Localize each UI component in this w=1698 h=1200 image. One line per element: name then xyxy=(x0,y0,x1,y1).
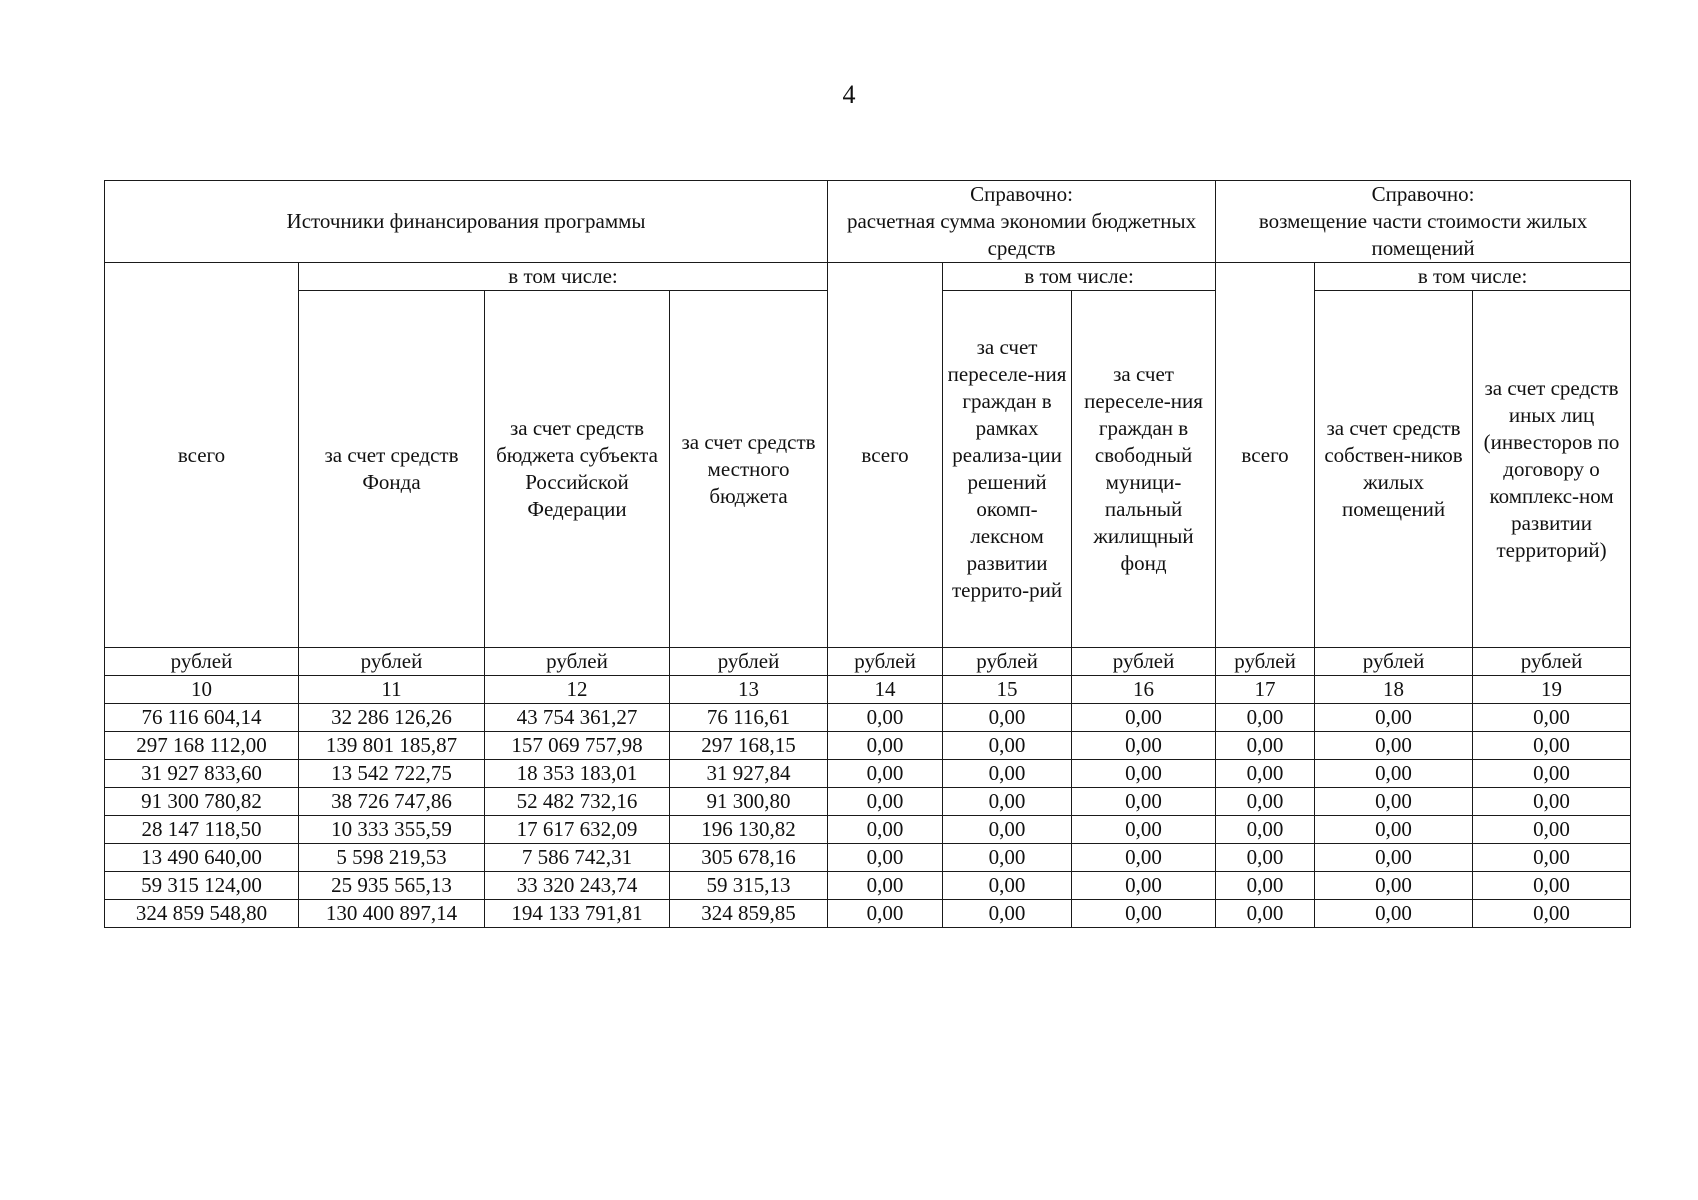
table-cell: 31 927 833,60 xyxy=(105,760,299,788)
column-number: 18 xyxy=(1315,676,1473,704)
unit-cell: рублей xyxy=(943,648,1072,676)
table-cell: 0,00 xyxy=(1072,732,1216,760)
unit-cell: рублей xyxy=(1216,648,1315,676)
table-cell: 59 315,13 xyxy=(670,872,828,900)
table-cell: 139 801 185,87 xyxy=(299,732,485,760)
group-header-funding-sources: Источники финансирования программы xyxy=(105,181,828,263)
column-number: 14 xyxy=(828,676,943,704)
units-row xyxy=(105,648,1631,676)
table-cell: 43 754 361,27 xyxy=(485,704,670,732)
column-header: за счет переселе-ния граждан в свободный муници-пальный жилищный фонд xyxy=(1072,291,1216,648)
subheader-including: в том числе: xyxy=(299,263,828,291)
table-row xyxy=(105,732,1631,760)
table-cell: 0,00 xyxy=(828,760,943,788)
table-cell: 0,00 xyxy=(1216,872,1315,900)
table-cell: 13 542 722,75 xyxy=(299,760,485,788)
table-cell: 17 617 632,09 xyxy=(485,816,670,844)
table-cell: 0,00 xyxy=(943,732,1072,760)
table-cell: 0,00 xyxy=(1216,844,1315,872)
table-cell: 0,00 xyxy=(1216,760,1315,788)
unit-cell: рублей xyxy=(485,648,670,676)
table-cell: 0,00 xyxy=(943,760,1072,788)
table-cell: 76 116 604,14 xyxy=(105,704,299,732)
financing-table xyxy=(104,180,1631,928)
table-cell: 5 598 219,53 xyxy=(299,844,485,872)
table-cell: 0,00 xyxy=(1315,704,1473,732)
unit-cell: рублей xyxy=(828,648,943,676)
table-cell: 0,00 xyxy=(943,844,1072,872)
table-row xyxy=(105,816,1631,844)
table-row xyxy=(105,760,1631,788)
group-header-budget-savings: Справочно: расчетная сумма экономии бюджетных средств xyxy=(828,181,1216,263)
table-cell: 0,00 xyxy=(943,788,1072,816)
table-cell: 0,00 xyxy=(943,872,1072,900)
page-number: 4 xyxy=(842,80,856,109)
table-cell: 33 320 243,74 xyxy=(485,872,670,900)
table-cell: 76 116,61 xyxy=(670,704,828,732)
table-cell: 7 586 742,31 xyxy=(485,844,670,872)
column-number: 15 xyxy=(943,676,1072,704)
table-cell: 91 300,80 xyxy=(670,788,828,816)
column-number: 17 xyxy=(1216,676,1315,704)
table-cell: 0,00 xyxy=(1473,816,1631,844)
column-number: 11 xyxy=(299,676,485,704)
table-cell: 18 353 183,01 xyxy=(485,760,670,788)
table-cell: 0,00 xyxy=(1473,844,1631,872)
subheader-including: в том числе: xyxy=(943,263,1216,291)
table-cell: 194 133 791,81 xyxy=(485,900,670,928)
table-cell: 196 130,82 xyxy=(670,816,828,844)
table-cell: 0,00 xyxy=(1315,788,1473,816)
table-row xyxy=(105,704,1631,732)
table-cell: 0,00 xyxy=(828,900,943,928)
column-number: 16 xyxy=(1072,676,1216,704)
column-header: всего xyxy=(828,263,943,648)
unit-cell: рублей xyxy=(1473,648,1631,676)
table-row xyxy=(105,788,1631,816)
unit-cell: рублей xyxy=(1315,648,1473,676)
subheader-including: в том числе: xyxy=(1315,263,1631,291)
table-cell: 0,00 xyxy=(828,844,943,872)
column-header: за счет средств Фонда xyxy=(299,291,485,648)
table-cell: 32 286 126,26 xyxy=(299,704,485,732)
table-row xyxy=(105,872,1631,900)
table-cell: 297 168,15 xyxy=(670,732,828,760)
column-header: за счет средств бюджета субъекта Российской Федерации xyxy=(485,291,670,648)
unit-cell: рублей xyxy=(299,648,485,676)
table-cell: 0,00 xyxy=(1216,900,1315,928)
table-cell: 13 490 640,00 xyxy=(105,844,299,872)
table-cell: 0,00 xyxy=(1473,872,1631,900)
table-cell: 0,00 xyxy=(1072,704,1216,732)
table-cell: 0,00 xyxy=(1315,872,1473,900)
column-numbers-row xyxy=(105,676,1631,704)
table-cell: 0,00 xyxy=(1072,844,1216,872)
table-cell: 0,00 xyxy=(1072,872,1216,900)
table-cell: 25 935 565,13 xyxy=(299,872,485,900)
table-cell: 0,00 xyxy=(943,900,1072,928)
table-cell: 0,00 xyxy=(1473,900,1631,928)
column-number: 10 xyxy=(105,676,299,704)
table-cell: 38 726 747,86 xyxy=(299,788,485,816)
table-cell: 0,00 xyxy=(828,704,943,732)
table-cell: 324 859,85 xyxy=(670,900,828,928)
column-header: за счет средств собствен-ников жилых помещений xyxy=(1315,291,1473,648)
table-cell: 0,00 xyxy=(1216,816,1315,844)
table-cell: 324 859 548,80 xyxy=(105,900,299,928)
table-cell: 0,00 xyxy=(1072,760,1216,788)
table-cell: 0,00 xyxy=(1072,816,1216,844)
table-cell: 28 147 118,50 xyxy=(105,816,299,844)
table-cell: 0,00 xyxy=(828,816,943,844)
unit-cell: рублей xyxy=(105,648,299,676)
column-number: 13 xyxy=(670,676,828,704)
column-header: всего xyxy=(1216,263,1315,648)
table-cell: 0,00 xyxy=(1072,900,1216,928)
table-cell: 0,00 xyxy=(828,872,943,900)
column-header: всего xyxy=(105,263,299,648)
table-cell: 0,00 xyxy=(1473,760,1631,788)
table-cell: 0,00 xyxy=(1315,732,1473,760)
table-body xyxy=(105,704,1631,928)
table-cell: 0,00 xyxy=(1473,704,1631,732)
table-cell: 0,00 xyxy=(828,788,943,816)
table-cell: 297 168 112,00 xyxy=(105,732,299,760)
table-row xyxy=(105,844,1631,872)
unit-cell: рублей xyxy=(1072,648,1216,676)
table-cell: 31 927,84 xyxy=(670,760,828,788)
table-cell: 59 315 124,00 xyxy=(105,872,299,900)
table-cell: 0,00 xyxy=(1216,732,1315,760)
table-cell: 0,00 xyxy=(1473,732,1631,760)
table-cell: 0,00 xyxy=(828,732,943,760)
table-cell: 130 400 897,14 xyxy=(299,900,485,928)
column-number: 19 xyxy=(1473,676,1631,704)
table-cell: 52 482 732,16 xyxy=(485,788,670,816)
table-cell: 0,00 xyxy=(1315,760,1473,788)
table-cell: 0,00 xyxy=(1315,900,1473,928)
column-header: за счет переселе-ния граждан в рамках реализа-ции решений окомп-лексном развитии террито-рий xyxy=(943,291,1072,648)
table-cell: 91 300 780,82 xyxy=(105,788,299,816)
table-cell: 0,00 xyxy=(1473,788,1631,816)
table-cell: 0,00 xyxy=(1315,844,1473,872)
table-cell: 0,00 xyxy=(1315,816,1473,844)
table-cell: 0,00 xyxy=(1216,788,1315,816)
group-header-housing-compensation: Справочно: возмещение части стоимости жилых помещений xyxy=(1216,181,1631,263)
table-cell: 0,00 xyxy=(1216,704,1315,732)
column-header: за счет средств иных лиц (инвесторов по договору о комплекс-ном развитии территорий) xyxy=(1473,291,1631,648)
table-row xyxy=(105,900,1631,928)
table-cell: 10 333 355,59 xyxy=(299,816,485,844)
table-cell: 0,00 xyxy=(943,816,1072,844)
table-cell: 305 678,16 xyxy=(670,844,828,872)
column-header: за счет средств местного бюджета xyxy=(670,291,828,648)
table-cell: 157 069 757,98 xyxy=(485,732,670,760)
table-cell: 0,00 xyxy=(1072,788,1216,816)
unit-cell: рублей xyxy=(670,648,828,676)
column-number: 12 xyxy=(485,676,670,704)
table-cell: 0,00 xyxy=(943,704,1072,732)
